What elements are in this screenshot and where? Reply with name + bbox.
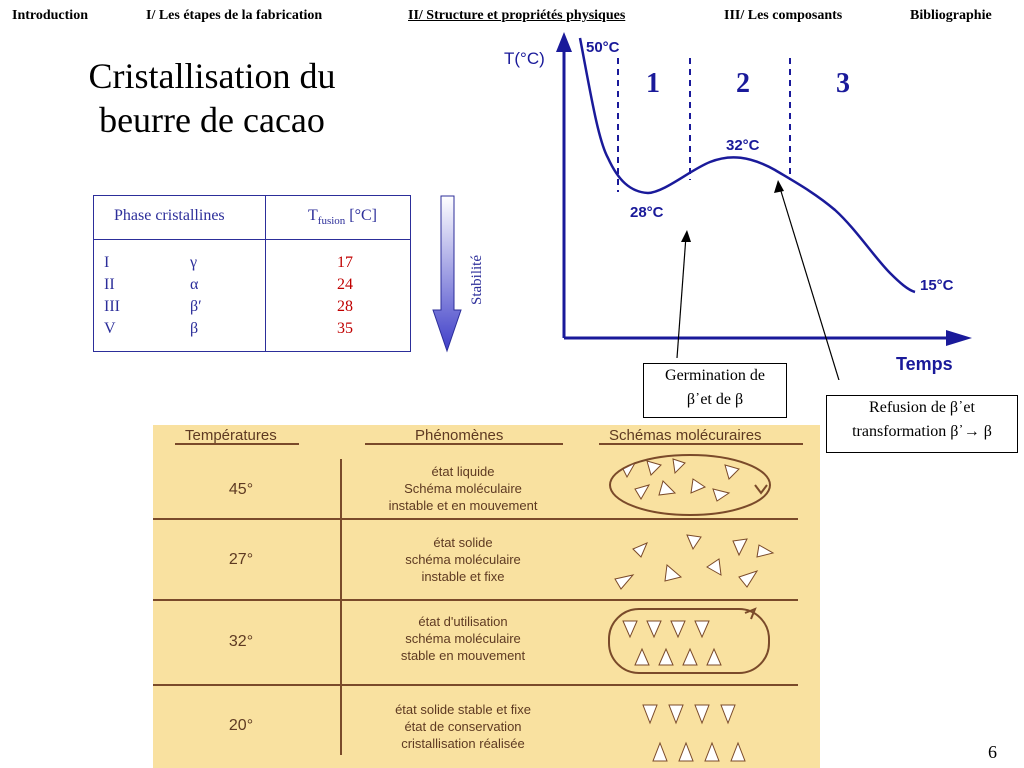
phase-temp: 35 xyxy=(337,320,353,337)
row-temp: 27° xyxy=(228,551,254,568)
table-divider-horizontal xyxy=(94,239,410,240)
header-phase: Phase cristallines xyxy=(114,207,225,224)
phase-temp: 24 xyxy=(337,276,353,293)
germination-line-1: Germination de xyxy=(665,367,765,384)
annotation-germination xyxy=(643,363,787,418)
phase-greek: α xyxy=(190,276,199,293)
row-temp: 20° xyxy=(228,717,254,734)
phen-line: stable en mouvement xyxy=(400,648,526,663)
table-row xyxy=(104,276,404,296)
header-t-sub: fusion xyxy=(317,215,346,228)
row-temp: 45° xyxy=(228,481,254,498)
header-t: T xyxy=(308,207,318,224)
zone-label-2: 2 xyxy=(736,68,750,99)
nav-fabrication[interactable]: I/ Les étapes de la fabrication xyxy=(146,8,323,23)
zone-label-1: 1 xyxy=(646,68,660,99)
row-phenomenon xyxy=(353,534,573,585)
pointer-germination xyxy=(677,236,686,358)
phen-line: état solide xyxy=(433,535,493,550)
header-temperatures: Températures xyxy=(185,427,277,444)
label-15c: 15°C xyxy=(920,277,954,294)
phase-roman: I xyxy=(104,254,110,271)
row-phenomenon xyxy=(353,613,573,664)
phase-temp: 28 xyxy=(337,298,353,315)
row-temp: 32° xyxy=(228,633,254,650)
phen-line: état liquide xyxy=(431,464,495,479)
label-28c: 28°C xyxy=(630,204,664,221)
phen-line: instable et fixe xyxy=(421,569,505,584)
header-schemas: Schémas molécuraires xyxy=(609,427,762,444)
phase-temp: 17 xyxy=(337,254,353,271)
x-axis-label: Temps xyxy=(896,354,953,374)
phen-line: état solide stable et fixe xyxy=(395,702,531,717)
annotation-refusion xyxy=(826,395,1018,453)
page-number: 6 xyxy=(988,742,997,762)
header-tfusion xyxy=(308,207,377,227)
x-axis-arrow-icon xyxy=(946,330,972,346)
pointer-head-icon xyxy=(681,230,691,242)
nav-composants[interactable]: III/ Les composants xyxy=(724,8,843,23)
header-t-unit: [°C] xyxy=(345,207,378,224)
y-axis-label: T(°C) xyxy=(504,49,545,68)
phase-roman: II xyxy=(104,276,115,293)
germination-line-2: β᾿et de β xyxy=(686,391,744,408)
row-phenomenon xyxy=(353,701,573,752)
refusion-line-2: transformation β᾿→ β xyxy=(852,423,992,440)
stability-label: Stabilité xyxy=(469,255,485,305)
y-axis-arrow-icon xyxy=(556,32,572,52)
phen-line: état de conservation xyxy=(404,719,522,734)
header-phenomenes: Phénomènes xyxy=(415,427,504,444)
phase-table xyxy=(93,195,411,352)
phase-roman: III xyxy=(104,298,120,315)
table-row xyxy=(104,254,404,274)
row-phenomenon xyxy=(353,463,573,514)
refusion-line-1: Refusion de β᾿et xyxy=(869,399,975,416)
schema-stable-moving xyxy=(605,603,785,681)
phase-greek: β xyxy=(190,320,199,337)
table-row xyxy=(104,298,404,318)
phen-line: cristallisation réalisée xyxy=(401,736,525,751)
crystallization-table-image xyxy=(153,425,820,768)
phase-greek: γ xyxy=(190,254,198,271)
label-50c: 50°C xyxy=(586,39,620,56)
label-32c: 32°C xyxy=(726,137,760,154)
pointer-refusion xyxy=(780,188,842,380)
temperature-curve-diagram xyxy=(490,30,990,380)
nav-bibliographie[interactable]: Bibliographie xyxy=(910,8,992,23)
phen-line: Schéma moléculaire xyxy=(404,481,522,496)
phase-roman: V xyxy=(104,320,116,337)
nav-structure[interactable]: II/ Structure et propriétés physiques xyxy=(408,8,626,23)
schema-solid-unstable xyxy=(611,529,791,597)
nav-introduction[interactable]: Introduction xyxy=(12,8,88,23)
zone-label-3: 3 xyxy=(836,68,850,99)
table-row xyxy=(104,320,404,340)
phen-line: schéma moléculaire xyxy=(405,552,521,567)
title-line-2: beurre de cacao xyxy=(99,100,325,140)
title-line-1: Cristallisation du xyxy=(88,56,336,96)
slide-title xyxy=(52,54,372,142)
phen-line: état d'utilisation xyxy=(418,614,508,629)
top-navigation xyxy=(0,8,1024,28)
phen-line: schéma moléculaire xyxy=(405,631,521,646)
phase-greek: β′ xyxy=(190,298,202,315)
pointer-head-icon xyxy=(774,180,784,193)
schema-liquid-moving xyxy=(605,451,785,519)
schema-stable-fixed xyxy=(639,699,759,765)
phen-line: instable et en mouvement xyxy=(388,498,538,513)
stability-arrow-icon xyxy=(432,195,462,353)
